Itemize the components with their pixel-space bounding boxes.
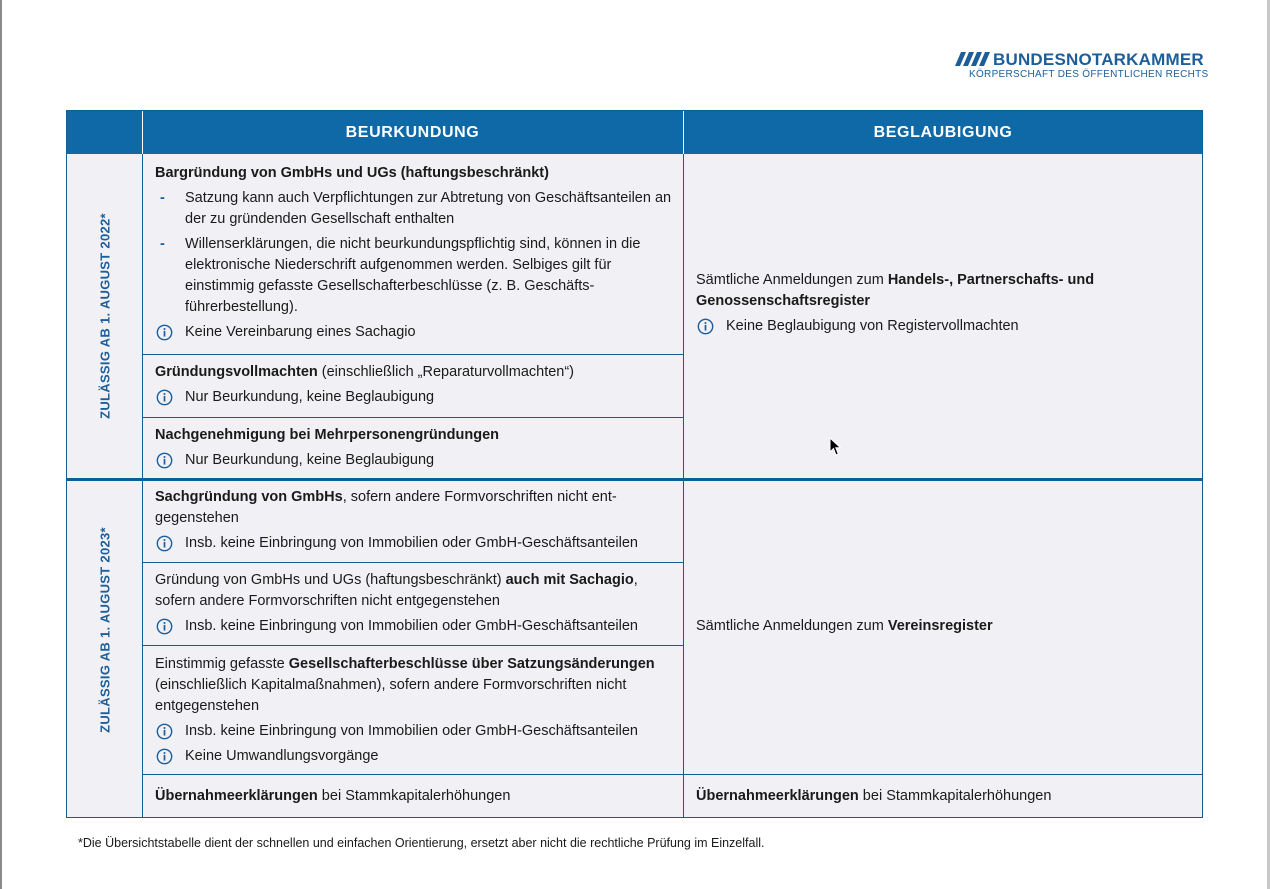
info-note: Nur Beurkundung, keine Beglaubigung xyxy=(155,387,677,408)
row-divider xyxy=(142,774,1202,775)
window-border-left xyxy=(0,0,2,889)
info-note: Keine Vereinbarung eines Sachagio xyxy=(155,322,677,343)
info-circle-icon xyxy=(156,618,173,635)
overview-table: BEURKUNDUNG BEGLAUBIGUNG ZULÄSSIG AB 1. AUGUST 2022* ZULÄSSIG AB 1. AUGUST 2023* Bargründung von GmbHs und UGs (haftungsbeschränkt) - Satzung kann auch Verpflichtungen zur Abtretung von Geschäftsanteilen an der zu gründenden Gesellschaft enthalten - Willenserklärungen, die nicht beurkundungspflichtig sind, können in die elektronische Niederschrift aufgenommen werden. Selbiges gilt für einstimmig gefasste Gesellschafterbeschlüsse (z. B. Geschäfts-führerbestellung). Keine Vereinbarung eines Sachagio Gründungsvollmachten (einschließlich „Reparaturvollmachten“) Nur Beurkundung, keine Beglaubigung Nachgenehmigung bei Mehrpersonengründungen Nur Beurkundung, keine Beglaubigung Sämtliche Anmeldungen zum Handels-, Partnerschafts- und Genossenschaftsregister Keine Beglaubigung von Registervollmachten Sachgründung von GmbHs, sofern andere Formvorschriften nicht ent-gegenstehen Insb. keine Einbringung von Immobilien oder GmbH-Geschäftsanteilen Gründung von GmbHs und UGs (haftungsbeschränkt) auch mit Sachagio, sofern andere Formvorschriften nicht entgegenstehen Insb. keine Einbringung von Immobilien oder GmbH-Geschäftsanteilen Einstimmig gefasste Gesellschafterbeschlüsse über Satzungsänderungen (einschließlich Kapitalmaßnahmen), sofern andere Formvorschriften nicht entgegenstehen Insb. keine Einbringung von Immobilien oder GmbH-Geschäftsanteilen Keine Umwandlungsvorgänge Sämtliche Anmeldungen zum Vereinsregister Übernahmeerklärungen bei Stammkapitalerhöhungen Übernahmeerklärungen bei Stammkapitalerhöhungen xyxy=(66,110,1203,818)
column-divider xyxy=(683,154,684,817)
column-divider xyxy=(142,154,143,817)
cell-uebernahme-left: Übernahmeerklärungen bei Stammkapitalerhöhungen xyxy=(155,788,511,804)
header-divider xyxy=(142,111,143,154)
section-divider xyxy=(67,478,1202,481)
cell-gruendungsvollmachten: Gründungsvollmachten (einschließlich „Reparaturvollmachten“) Nur Beurkundung, keine Beglaubigung xyxy=(155,362,677,408)
row-divider xyxy=(142,562,683,563)
cell-sachgruendung: Sachgründung von GmbHs, sofern andere Formvorschriften nicht ent-gegenstehen Insb. keine Einbringung von Immobilien oder GmbH-Geschäftsanteilen xyxy=(155,487,677,554)
info-circle-icon xyxy=(156,535,173,552)
row-divider xyxy=(142,417,683,418)
list-item: - Willenserklärungen, die nicht beurkundungspflichtig sind, können in die elektronische Niederschrift aufgenommen werden. Selbiges gilt für einstimmig gefasste Gesellschafterbeschlüsse (z. B. Geschäfts-führerbestellung). xyxy=(160,236,641,315)
info-note: Nur Beurkundung, keine Beglaubigung xyxy=(155,450,677,471)
logo-subtitle: KÖRPERSCHAFT DES ÖFFENTLICHEN RECHTS xyxy=(969,69,1209,80)
info-circle-icon xyxy=(697,318,714,335)
info-note: Insb. keine Einbringung von Immobilien oder GmbH-Geschäftsanteilen xyxy=(155,616,677,637)
info-circle-icon xyxy=(156,748,173,765)
info-note: Insb. keine Einbringung von Immobilien oder GmbH-Geschäftsanteilen xyxy=(155,533,677,554)
mouse-pointer-icon xyxy=(829,437,843,457)
table-header xyxy=(67,111,1202,154)
info-note: Insb. keine Einbringung von Immobilien oder GmbH-Geschäftsanteilen xyxy=(155,721,677,742)
row-divider xyxy=(142,645,683,646)
info-circle-icon xyxy=(156,452,173,469)
info-circle-icon xyxy=(156,324,173,341)
cell-bargruendung xyxy=(155,163,677,343)
cell-nachgenehmigung: Nachgenehmigung bei Mehrpersonengründungen Nur Beurkundung, keine Beglaubigung xyxy=(155,425,677,471)
cell-sachagio: Gründung von GmbHs und UGs (haftungsbeschränkt) auch mit Sachagio, sofern andere Formvorschriften nicht entgegenstehen Insb. keine Einbringung von Immobilien oder GmbH-Geschäftsanteilen xyxy=(155,570,677,637)
info-note: Keine Umwandlungsvorgänge xyxy=(155,746,677,767)
logo-stripes-icon xyxy=(955,52,991,66)
list-item: - Satzung kann auch Verpflichtungen zur Abtretung von Geschäftsanteilen an der zu gründenden Gesellschaft enthalten xyxy=(160,190,672,227)
row-title: Bargründung von GmbHs und UGs (haftungsbeschränkt) xyxy=(155,165,549,181)
row-divider xyxy=(142,354,683,355)
cell-satzungsaenderungen: Einstimmig gefasste Gesellschafterbeschlüsse über Satzungsänderungen (einschließlich Kapitalmaßnahmen), sofern andere Formvorschriften nicht entgegenstehen Insb. keine Einbringung von Immobilien oder GmbH-Geschäftsanteilen Keine Umwandlungsvorgänge xyxy=(155,654,677,767)
header-beglaubigung: BEGLAUBIGUNG xyxy=(873,124,1013,141)
brand-logo xyxy=(955,50,1209,82)
info-note: Keine Beglaubigung von Registervollmachten xyxy=(696,316,1186,337)
cell-vereinsregister: Sämtliche Anmeldungen zum Vereinsregister xyxy=(696,618,993,634)
info-circle-icon xyxy=(156,723,173,740)
logo-title: BUNDESNOTARKAMMER xyxy=(993,50,1204,69)
footnote: *Die Übersichtstabelle dient der schnellen und einfachen Orientierung, ersetzt aber nicht die rechtliche Prüfung im Einzelfall. xyxy=(78,836,765,850)
header-beurkundung: BEURKUNDUNG xyxy=(345,124,480,141)
cell-registeranmeldungen: Sämtliche Anmeldungen zum Handels-, Partnerschafts- und Genossenschaftsregister Keine Beglaubigung von Registervollmachten xyxy=(696,270,1186,337)
cell-uebernahme-right: Übernahmeerklärungen bei Stammkapitalerhöhungen xyxy=(696,788,1052,804)
info-circle-icon xyxy=(156,389,173,406)
